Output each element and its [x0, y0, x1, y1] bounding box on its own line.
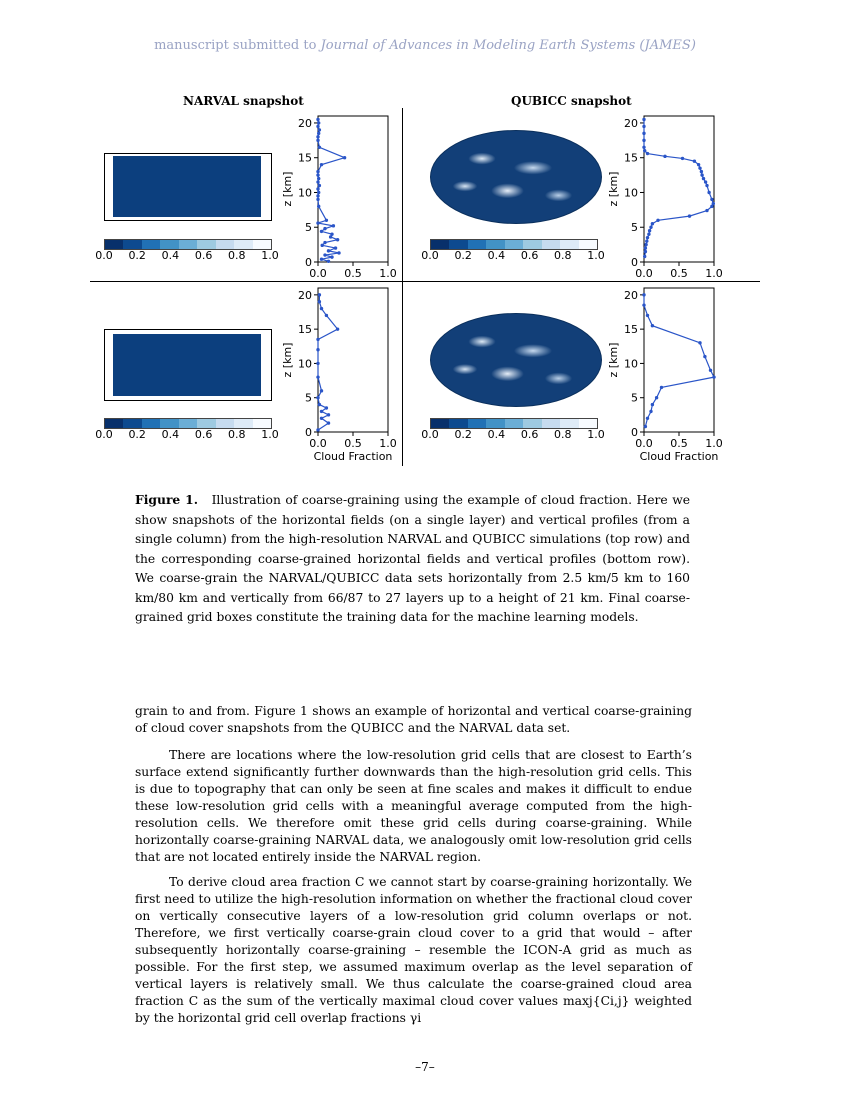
narval-map-top — [104, 153, 272, 221]
caption-text: Illustration of coarse-graining using the example of cloud fraction. Here we show snapshots of the horizontal fields (on a single layer) and vertical profiles (from a single column) from the high-resolution NARVAL and QUBICC simulations (top row) and the corresponding coarse-grained horizontal fields and vertical profiles (bottom row). We coarse-grain the NARVAL/QUBICC data sets horizontally from 2.5 km/5 km to 160 km/80 km and vertically from 66/87 to 27 layers up to a height of 21 km. Final coarse-grained grid boxes constitute the training data for the machine learning models. — [135, 493, 690, 624]
colorbar-swatch — [179, 240, 197, 249]
profile-point — [655, 396, 658, 399]
y-tick-label: 20 — [298, 288, 312, 302]
colorbar-swatch — [449, 240, 467, 249]
profile-point — [642, 146, 645, 149]
colorbar-swatch — [486, 240, 504, 249]
profile-point — [651, 403, 654, 406]
colorbar-tick-label: 0.4 — [487, 249, 506, 262]
profile-point — [336, 327, 339, 330]
profile-point — [316, 348, 319, 351]
colorbar-tick-label: 0.8 — [554, 428, 572, 441]
profile-line — [644, 119, 713, 256]
profile-point — [688, 214, 691, 217]
profile-point — [316, 396, 319, 399]
profile-point — [320, 230, 323, 233]
colorbar-swatch — [431, 419, 449, 428]
profile-point — [643, 255, 646, 258]
colorbar-swatch — [523, 240, 541, 249]
profile-point — [710, 198, 713, 201]
colorbar-swatch — [123, 419, 141, 428]
colorbar-swatch — [542, 419, 560, 428]
colorbar-tick-label: 0.6 — [520, 428, 539, 441]
profile-point — [316, 125, 319, 128]
profile-line — [318, 119, 345, 261]
profile-point — [660, 386, 663, 389]
qubicc-globe-top — [430, 130, 602, 224]
y-axis-label: z [km] — [281, 342, 294, 378]
profile-point — [318, 184, 321, 187]
profile-point — [320, 410, 323, 413]
profile-point — [646, 236, 649, 239]
profile-point — [316, 221, 319, 224]
profile-point — [703, 355, 706, 358]
profile-point — [318, 403, 321, 406]
profile-point — [320, 307, 323, 310]
profile-point — [700, 173, 703, 176]
profile-point — [698, 166, 701, 169]
profile-point — [642, 139, 645, 142]
plot-frame — [644, 116, 714, 262]
profile-point — [700, 170, 703, 173]
colorbar-swatch — [468, 419, 486, 428]
colorbar-swatch — [505, 419, 523, 428]
paragraph-3: To derive cloud area fraction C we cannot start by coarse-graining horizontally. We first need to utilize the high-resolution information on whether the fractional cloud cover on vertically consecutive layers of a low-resolution grid column overlaps or not. Therefore, we first vertically coarse-grain cloud cover to a grid that would – after subsequently horizontally coarse-graining – resemble the ICON-A grid as much as possible. For the first step, we assumed maximum overlap as the level separation of vertical layers is relatively small. We thus calculate the coarse-grained cloud area fraction C as the sum of the vertically maximal cloud cover values maxj{Ci,j} weighted by the horizontal grid cell overlap fractions γi — [135, 875, 692, 1025]
profile-qubicc-bottom — [606, 282, 724, 466]
colorbar-swatch — [542, 240, 560, 249]
qubicc-title: QUBICC snapshot — [511, 94, 632, 108]
colorbar-tick-label: 0.8 — [228, 428, 246, 441]
y-tick-label: 0 — [305, 426, 312, 439]
y-tick-label: 15 — [298, 151, 312, 165]
colorbar-swatch — [197, 419, 215, 428]
colorbar-tick-label: 1.0 — [261, 249, 279, 262]
profile-point — [329, 235, 332, 238]
colorbar-swatch — [160, 240, 178, 249]
x-tick-label: 0.5 — [670, 437, 688, 450]
colorbar-swatch — [105, 419, 123, 428]
profile-point — [644, 243, 647, 246]
profile-point — [325, 314, 328, 317]
profile-point — [327, 260, 330, 263]
profile-point — [316, 118, 319, 121]
profile-point — [320, 258, 323, 261]
x-tick-label: 0.0 — [309, 437, 327, 450]
y-tick-label: 5 — [305, 391, 312, 405]
profile-narval-bottom — [280, 282, 398, 466]
profile-point — [642, 125, 645, 128]
profile-point — [316, 428, 319, 431]
profile-point — [663, 155, 666, 158]
profile-point — [323, 253, 326, 256]
y-tick-label: 10 — [298, 357, 312, 371]
y-tick-label: 10 — [624, 186, 638, 200]
header-journal: Journal of Advances in Modeling Earth Systems (JAMES) — [320, 38, 696, 53]
profile-point — [316, 187, 319, 190]
qubicc-globe-bottom — [430, 313, 602, 407]
y-tick-label: 10 — [298, 186, 312, 200]
plot-frame — [318, 288, 388, 432]
colorbar-swatch — [253, 419, 271, 428]
profile-point — [316, 338, 319, 341]
profile-point — [317, 191, 320, 194]
y-tick-label: 5 — [631, 221, 638, 235]
y-axis-label: z [km] — [607, 342, 620, 378]
vertical-divider — [402, 108, 403, 466]
page-number: –7– — [415, 1060, 435, 1074]
colorbar-tick-label: 0.2 — [128, 428, 146, 441]
profile-point — [710, 205, 713, 208]
colorbar-swatch — [197, 240, 215, 249]
profile-point — [648, 229, 651, 232]
profile-point — [337, 251, 340, 254]
profile-point — [316, 170, 319, 173]
y-tick-label: 20 — [624, 116, 638, 130]
profile-point — [316, 139, 319, 142]
x-tick-label: 0.5 — [344, 267, 362, 280]
profile-point — [320, 389, 323, 392]
y-tick-label: 5 — [305, 221, 312, 235]
y-tick-label: 15 — [624, 151, 638, 165]
x-tick-label: 0.0 — [309, 267, 327, 280]
plot-frame — [318, 116, 388, 262]
colorbar-swatch — [160, 419, 178, 428]
profile-point — [698, 341, 701, 344]
colorbar-swatch — [486, 419, 504, 428]
profile-point — [644, 425, 647, 428]
profile-point — [705, 184, 708, 187]
colorbar-swatch — [253, 240, 271, 249]
profile-point — [705, 209, 708, 212]
profile-point — [318, 293, 321, 296]
profile-point — [323, 227, 326, 230]
profile-point — [643, 149, 646, 152]
profile-point — [318, 128, 321, 131]
profile-point — [320, 417, 323, 420]
x-tick-label: 0.5 — [670, 267, 688, 280]
colorbar-tick-label: 0.2 — [128, 249, 146, 262]
colorbar-swatch — [579, 240, 597, 249]
profile-point — [712, 375, 715, 378]
profile-qubicc-top — [606, 108, 724, 280]
profile-point — [327, 421, 330, 424]
profile-point — [325, 219, 328, 222]
profile-point — [649, 410, 652, 413]
colorbar-swatch — [216, 419, 234, 428]
colorbar-swatch — [579, 419, 597, 428]
x-tick-label: 1.0 — [705, 437, 723, 450]
colorbar-swatch — [523, 419, 541, 428]
figure-caption — [135, 490, 690, 628]
profile-point — [642, 293, 645, 296]
profile-point — [656, 219, 659, 222]
profile-point — [334, 246, 337, 249]
x-axis-label: Cloud Fraction — [639, 450, 719, 463]
colorbar-tick-label: 0.6 — [520, 249, 539, 262]
colorbar-tick-label: 1.0 — [261, 428, 279, 441]
profile-point — [318, 300, 321, 303]
profile-point — [642, 118, 645, 121]
colorbar-swatch — [216, 240, 234, 249]
colorbar-tick-label: 0.8 — [554, 249, 572, 262]
y-tick-label: 0 — [631, 256, 638, 269]
profile-point — [330, 255, 333, 258]
colorbar-swatch — [142, 240, 160, 249]
x-axis-label: Cloud Fraction — [313, 450, 393, 463]
colorbar-swatch — [449, 419, 467, 428]
profile-point — [317, 177, 320, 180]
y-tick-label: 10 — [624, 357, 638, 371]
profile-point — [316, 194, 319, 197]
colorbar-tick-label: 0.6 — [194, 428, 213, 441]
profile-point — [318, 146, 321, 149]
colorbar-tick-label: 0.4 — [161, 249, 180, 262]
profile-point — [332, 224, 335, 227]
profile-point — [323, 241, 326, 244]
profile-point — [317, 121, 320, 124]
y-tick-label: 15 — [624, 323, 638, 337]
colorbar-swatch — [431, 240, 449, 249]
x-tick-label: 1.0 — [379, 437, 397, 450]
colorbar-tick-label: 0.2 — [454, 249, 472, 262]
profile-line — [644, 295, 714, 427]
caption-label: Figure 1. — [135, 492, 198, 507]
colorbar-swatch — [179, 419, 197, 428]
profile-point — [707, 191, 710, 194]
profile-point — [644, 250, 647, 253]
x-tick-label: 1.0 — [379, 267, 397, 280]
colorbar-swatch — [234, 419, 252, 428]
profile-point — [702, 177, 705, 180]
y-tick-label: 0 — [305, 256, 312, 269]
colorbar-tick-label: 0.4 — [161, 428, 180, 441]
profile-point — [316, 375, 319, 378]
profile-point — [651, 222, 654, 225]
colorbar-swatch — [123, 240, 141, 249]
colorbar-swatch — [468, 240, 486, 249]
y-tick-label: 20 — [298, 116, 312, 130]
profile-point — [325, 406, 328, 409]
plot-frame — [644, 288, 714, 432]
colorbar-tick-label: 0.4 — [487, 428, 506, 441]
profile-point — [649, 226, 652, 229]
profile-point — [644, 246, 647, 249]
profile-point — [709, 369, 712, 372]
profile-point — [697, 163, 700, 166]
profile-point — [343, 156, 346, 159]
y-tick-label: 20 — [624, 288, 638, 302]
colorbar-tick-label: 1.0 — [587, 428, 605, 441]
profile-point — [316, 198, 319, 201]
x-tick-label: 0.0 — [635, 267, 653, 280]
profile-point — [645, 239, 648, 242]
profile-point — [681, 157, 684, 160]
y-tick-label: 5 — [631, 391, 638, 405]
y-tick-label: 0 — [631, 426, 638, 439]
colorbar-swatch — [105, 240, 123, 249]
paragraph-2: There are locations where the low-resolution grid cells that are closest to Earth’s surface extend significantly further downwards than the high-resolution grid cells. This is due to topography that can only be seen at fine scales and makes it difficult to endue these low-resolution grid cells with a meaningful average computed from the high-resolution cells. We therefore omit these grid cells during coarse-graining. While horizontally coarse-graining NARVAL data, we analogously omit low-resolution grid cells that are not located entirely inside the NARVAL region. — [135, 748, 692, 864]
header-prefix: manuscript submitted to — [154, 38, 317, 53]
x-tick-label: 1.0 — [705, 267, 723, 280]
y-tick-label: 15 — [298, 323, 312, 337]
profile-point — [317, 205, 320, 208]
narval-title: NARVAL snapshot — [183, 94, 304, 108]
colorbar-swatch — [234, 240, 252, 249]
profile-narval-top — [280, 108, 398, 280]
profile-point — [646, 152, 649, 155]
colorbar-tick-label: 0.0 — [95, 249, 113, 262]
profile-point — [317, 132, 320, 135]
profile-point — [647, 232, 650, 235]
profile-point — [320, 163, 323, 166]
profile-point — [327, 249, 330, 252]
profile-point — [693, 159, 696, 162]
profile-point — [321, 244, 324, 247]
profile-point — [316, 135, 319, 138]
colorbar-tick-label: 1.0 — [587, 249, 605, 262]
profile-point — [642, 303, 645, 306]
colorbar-tick-label: 0.0 — [421, 249, 439, 262]
narval-map-bottom — [104, 329, 272, 401]
profile-point — [316, 180, 319, 183]
profile-point — [642, 132, 645, 135]
colorbar-tick-label: 0.8 — [228, 249, 246, 262]
profile-point — [651, 324, 654, 327]
paragraph-1: grain to and from. Figure 1 shows an example of horizontal and vertical coarse-graining of cloud cover snapshots from the QUBICC and the NARVAL data set. — [135, 704, 692, 735]
profile-point — [704, 180, 707, 183]
colorbar-swatch — [560, 419, 578, 428]
colorbar-swatch — [560, 240, 578, 249]
running-header — [0, 38, 850, 53]
colorbar-tick-label: 0.2 — [454, 428, 472, 441]
colorbar-swatch — [505, 240, 523, 249]
profile-point — [646, 314, 649, 317]
y-axis-label: z [km] — [607, 171, 620, 207]
profile-point — [316, 173, 319, 176]
x-tick-label: 0.0 — [635, 437, 653, 450]
colorbar-swatch — [142, 419, 160, 428]
profile-point — [327, 413, 330, 416]
colorbar-tick-label: 0.0 — [95, 428, 113, 441]
profile-point — [316, 362, 319, 365]
profile-point — [646, 417, 649, 420]
x-tick-label: 0.5 — [344, 437, 362, 450]
profile-point — [336, 238, 339, 241]
colorbar-tick-label: 0.0 — [421, 428, 439, 441]
colorbar-tick-label: 0.6 — [194, 249, 213, 262]
y-axis-label: z [km] — [281, 171, 294, 207]
